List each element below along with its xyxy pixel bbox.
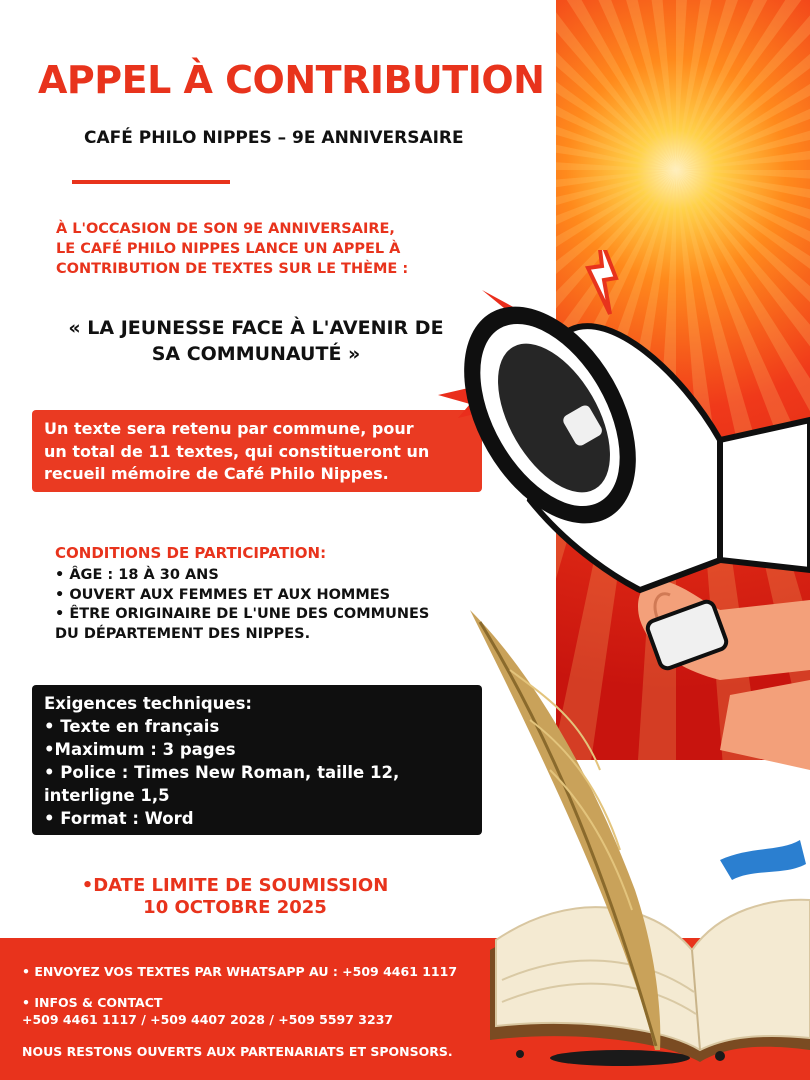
technical-item: interligne 1,5 <box>44 786 170 805</box>
partners-line: NOUS RESTONS OUVERTS AUX PARTENARIATS ET SPONSORS. <box>22 1044 453 1059</box>
page-title: APPEL À CONTRIBUTION <box>38 58 545 102</box>
technical-requirements-list <box>44 692 474 830</box>
selection-line: recueil mémoire de Café Philo Nippes. <box>44 464 389 483</box>
condition-item: • OUVERT AUX FEMMES ET AUX HOMMES <box>55 586 391 603</box>
contact-title: • INFOS & CONTACT <box>22 995 163 1010</box>
intro-text <box>56 219 476 279</box>
condition-item: • ÂGE : 18 À 30 ANS <box>55 567 219 583</box>
selection-line: un total de 11 textes, qui constitueront un <box>44 441 430 461</box>
selection-text <box>44 418 472 486</box>
fist-icon <box>638 580 810 770</box>
whatsapp-line: • ENVOYEZ VOS TEXTES PAR WHATSAPP AU : +509 4461 1117 <box>22 964 458 979</box>
burst-ray <box>676 0 810 170</box>
selection-line: Un texte sera retenu par commune, pour <box>44 419 414 438</box>
title-divider <box>72 180 230 184</box>
condition-item: DU DÉPARTEMENT DES NIPPES. <box>55 625 311 642</box>
intro-line: À L'OCCASION DE SON 9E ANNIVERSAIRE, <box>56 221 395 237</box>
technical-item: • Format : Word <box>44 809 194 828</box>
illustration <box>420 250 810 1080</box>
conditions-title: CONDITIONS DE PARTICIPATION: <box>55 544 327 562</box>
deadline-block <box>60 875 410 919</box>
technical-title: Exigences techniques: <box>44 694 253 713</box>
deadline-date: 10 OCTOBRE 2025 <box>143 897 327 918</box>
theme-line: « LA JEUNESSE FACE À L'AVENIR DE <box>68 317 444 339</box>
intro-line: CONTRIBUTION DE TEXTES SUR LE THÈME : <box>56 261 409 277</box>
technical-item: • Texte en français <box>44 717 220 736</box>
technical-item: • Police : Times New Roman, taille 12, <box>44 763 400 782</box>
theme-line: SA COMMUNAUTÉ » <box>151 343 361 365</box>
contact-numbers: +509 4461 1117 / +509 4407 2028 / +509 5597 3237 <box>22 1012 394 1027</box>
deadline-label: •DATE LIMITE DE SOUMISSION <box>81 875 389 896</box>
conditions-list <box>55 566 475 644</box>
technical-item: •Maximum : 3 pages <box>44 740 236 759</box>
theme-quote <box>56 315 456 367</box>
page-subtitle: CAFÉ PHILO NIPPES – 9E ANNIVERSAIRE <box>84 128 464 148</box>
condition-item: • ÊTRE ORIGINAIRE DE L'UNE DES COMMUNES <box>55 606 430 622</box>
intro-line: LE CAFÉ PHILO NIPPES LANCE UN APPEL À <box>56 241 401 257</box>
